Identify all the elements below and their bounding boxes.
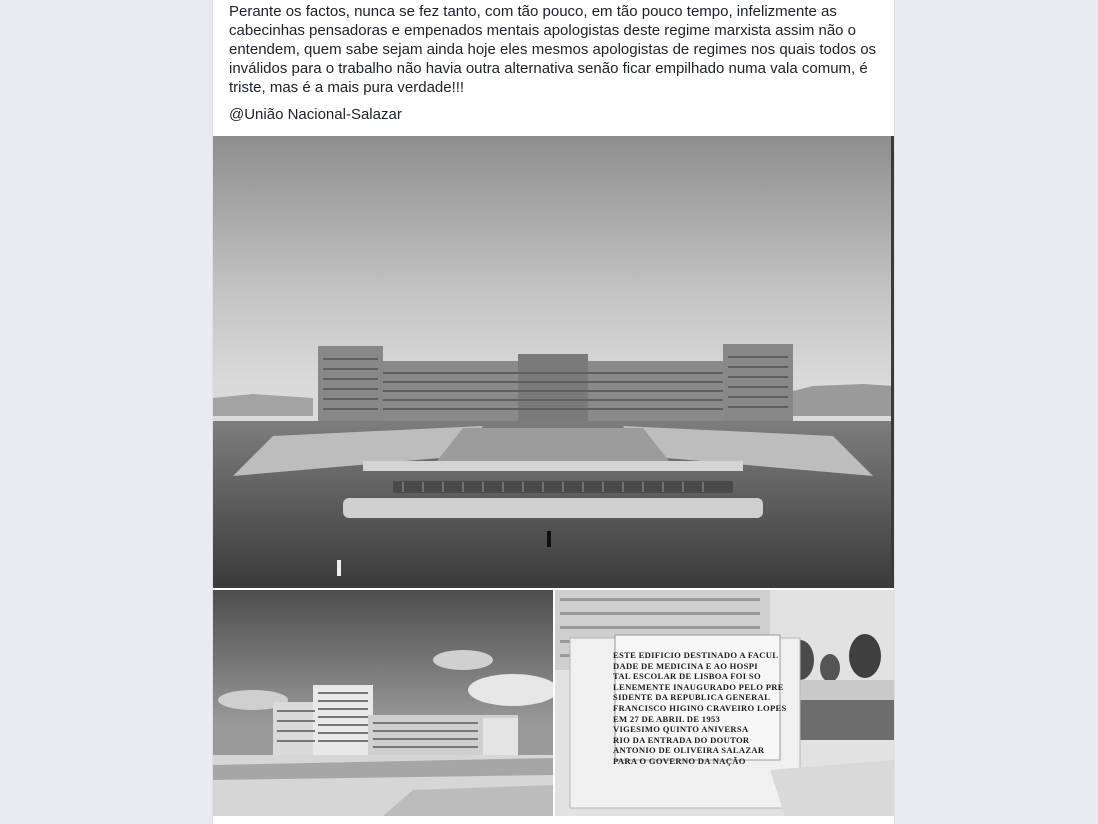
page-mention-link[interactable]: @União Nacional-Salazar <box>229 106 402 123</box>
post-body-paragraph: Perante os factos, nunca se fez tanto, com tão pouco, em tão pouco tempo, infelizmente as cabecinhas pensadoras e empenados mentais apologistas deste regime marxista assim não o entendem, quem sabe sejam ainda hoje eles mesmos apologistas de regimes nos quais todos os inválidos para o trabalho não havia outra alternativa senão ficar empilhado numa vala comum, é triste, mas é a mais pura verdade!!! <box>229 3 877 96</box>
post-text <box>229 0 877 97</box>
photo-inauguration-plaque[interactable] <box>555 590 894 816</box>
plaque-inscription: ESTE EDIFICIO DESTINADO A FACUL DADE DE MEDICINA E AO HOSPI TAL ESCOLAR DE LISBOA FOI SO LENEMENTE INAUGURADO PELO PRE SIDENTE DA REPUBLICA GENERAL FRANCISCO HIGINO CRAVEIRO LOPES EM 27 DE ABRIL DE 1953 VIGESIMO QUINTO ANIVERSA RIO DA ENTRADA DO DOUTOR ANTONIO DE OLIVEIRA SALAZAR PARA O GOVERNO DA NAÇÃO <box>613 650 787 766</box>
hospital-side-image <box>213 590 553 816</box>
post-card <box>212 0 895 824</box>
hospital-front-image <box>213 136 894 588</box>
photo-hospital-side[interactable] <box>213 590 553 816</box>
photo-hospital-front[interactable] <box>213 136 894 588</box>
